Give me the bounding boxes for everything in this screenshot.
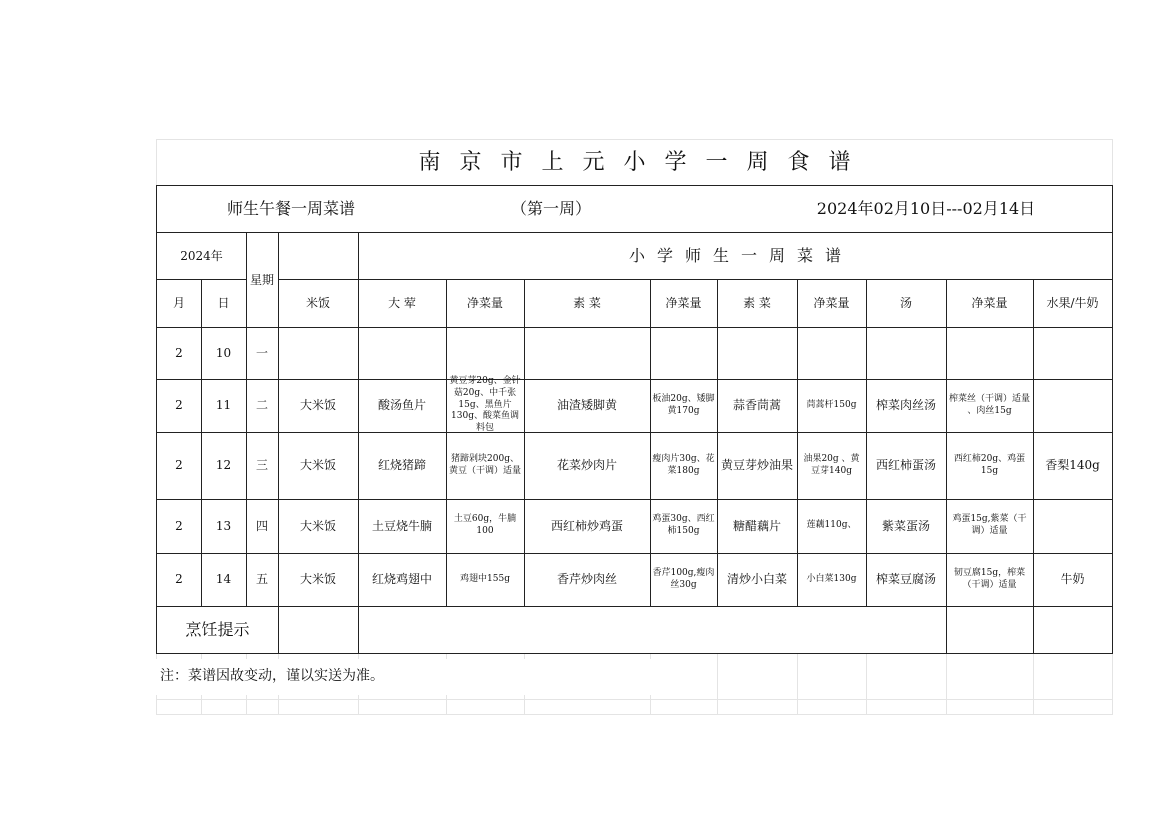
cell-veg	[717, 327, 798, 380]
cell-veg: 黄豆芽炒油果	[717, 432, 798, 500]
cell-net-qty: 瘦肉片30g、花菜180g	[650, 432, 718, 500]
col-header-net-qty: 净菜量	[650, 279, 718, 328]
cell-month: 2	[156, 379, 202, 433]
col-header-net-qty: 净菜量	[797, 279, 867, 328]
col-header-meat: 大 荤	[358, 279, 447, 328]
cell-month: 2	[156, 432, 202, 500]
cell-net-qty: 鸡翅中155g	[446, 553, 525, 607]
cell-weekday: 二	[246, 379, 279, 433]
cell-fruit	[1033, 379, 1113, 433]
section-title: 小学师生一周菜谱	[358, 233, 1113, 280]
cooking-tips-cell	[278, 606, 359, 654]
cell-meat: 红烧鸡翅中	[358, 553, 447, 607]
col-header-rice: 米饭	[278, 279, 359, 328]
cell-meat: 酸汤鱼片	[358, 379, 447, 433]
col-header-day: 日	[201, 279, 247, 328]
cell-day: 11	[201, 379, 247, 433]
cell-fruit	[1033, 499, 1113, 554]
cell-rice: 大米饭	[278, 499, 359, 554]
gridline	[1033, 653, 1034, 715]
gridline	[717, 653, 718, 715]
cooking-tips-label: 烹饪提示	[156, 606, 279, 654]
cell-soup: 榨菜肉丝汤	[866, 379, 947, 433]
cell-net-qty: 榨菜丝（干调）适量 、肉丝15g	[946, 379, 1034, 433]
cell-veg: 西红柿炒鸡蛋	[524, 499, 651, 554]
cell-veg: 花菜炒肉片	[524, 432, 651, 500]
cell-net-qty: 茼蒿杆150g	[797, 379, 867, 433]
cell-veg	[524, 327, 651, 380]
cell-soup	[866, 327, 947, 380]
cell-net-qty: 猪蹄剁块200g、黄豆（干调）适量	[446, 432, 525, 500]
cell-month: 2	[156, 327, 202, 380]
cell-veg: 清炒小白菜	[717, 553, 798, 607]
weekday-header: 星期	[246, 233, 279, 328]
cell-meat	[358, 327, 447, 380]
cell-veg: 蒜香茼蒿	[717, 379, 798, 433]
cell-weekday: 四	[246, 499, 279, 554]
cell-day: 10	[201, 327, 247, 380]
cell-day: 12	[201, 432, 247, 500]
gridline	[156, 699, 1113, 700]
page-title: 南京市上元小学一周食谱	[418, 149, 870, 175]
cell-soup: 西红柿蛋汤	[866, 432, 947, 500]
cell-weekday: 三	[246, 432, 279, 500]
year-label: 2024年	[156, 233, 247, 280]
menu-sheet	[156, 139, 1113, 715]
col-header-soup: 汤	[866, 279, 947, 328]
gridline	[866, 653, 867, 715]
gridline	[946, 653, 947, 715]
cell-fruit	[1033, 327, 1113, 380]
cell-rice: 大米饭	[278, 553, 359, 607]
cell-rice: 大米饭	[278, 432, 359, 500]
cell-soup: 榨菜豆腐汤	[866, 553, 947, 607]
cell-net-qty: 鸡蛋15g,紫菜（干调）适量	[946, 499, 1034, 554]
gridline	[156, 714, 1113, 715]
col-header-month: 月	[156, 279, 202, 328]
cell-meat: 土豆烧牛腩	[358, 499, 447, 554]
cell-rice	[278, 327, 359, 380]
cell-net-qty	[946, 327, 1034, 380]
col-header-veg: 素 菜	[717, 279, 798, 328]
cell-month: 2	[156, 553, 202, 607]
cell-rice: 大米饭	[278, 379, 359, 433]
cell-net-qty: 香芹100g,瘦肉丝30g	[650, 553, 718, 607]
footnote: 注：菜谱因故变动，谨以实送为准。	[156, 659, 656, 695]
gridline	[797, 653, 798, 715]
cell-meat: 红烧猪蹄	[358, 432, 447, 500]
cell-net-qty: 油果20g 、黄豆芽140g	[797, 432, 867, 500]
col-header-veg: 素 菜	[524, 279, 651, 328]
cell-day: 14	[201, 553, 247, 607]
cell-weekday: 五	[246, 553, 279, 607]
cell-net-qty: 西红柿20g、鸡蛋15g	[946, 432, 1034, 500]
cell-fruit: 牛奶	[1033, 553, 1113, 607]
cell-month: 2	[156, 499, 202, 554]
cell-net-qty: 莲藕110g、	[797, 499, 867, 554]
cooking-tips-cell	[946, 606, 1034, 654]
cooking-tips-cell	[1033, 606, 1113, 654]
week-number: （第一周）	[510, 199, 591, 218]
cell-net-qty	[650, 327, 718, 380]
cell-net-qty: 鸡蛋30g、西红柿150g	[650, 499, 718, 554]
cell-veg: 糖醋藕片	[717, 499, 798, 554]
cell-soup: 紫菜蛋汤	[866, 499, 947, 554]
cell-fruit: 香梨140g	[1033, 432, 1113, 500]
cooking-tips-cell	[358, 606, 947, 654]
cell-net-qty: 土豆60g，牛腩100	[446, 499, 525, 554]
empty-header-cell	[278, 233, 359, 280]
cell-veg: 油渣矮脚黄	[524, 379, 651, 433]
cell-net-qty: 小白菜130g	[797, 553, 867, 607]
date-range: 2024年02月10日---02月14日	[816, 199, 1036, 218]
cell-net-qty: 韧豆腐15g，榨菜（干调）适量	[946, 553, 1034, 607]
col-header-net-qty: 净菜量	[446, 279, 525, 328]
cell-veg: 香芹炒肉丝	[524, 553, 651, 607]
col-header-net-qty: 净菜量	[946, 279, 1034, 328]
cell-weekday: 一	[246, 327, 279, 380]
cell-day: 13	[201, 499, 247, 554]
cell-net-qty	[797, 327, 867, 380]
subheader-title: 师生午餐一周菜谱	[226, 199, 355, 218]
cell-net-qty	[446, 327, 525, 380]
cell-net-qty: 黄豆芽20g、金针菇20g、中千张15g、黑鱼片130g、酸菜鱼调料包	[446, 379, 525, 433]
col-header-fruit: 水果/牛奶	[1033, 279, 1113, 328]
cell-net-qty: 板油20g、矮脚黄170g	[650, 379, 718, 433]
